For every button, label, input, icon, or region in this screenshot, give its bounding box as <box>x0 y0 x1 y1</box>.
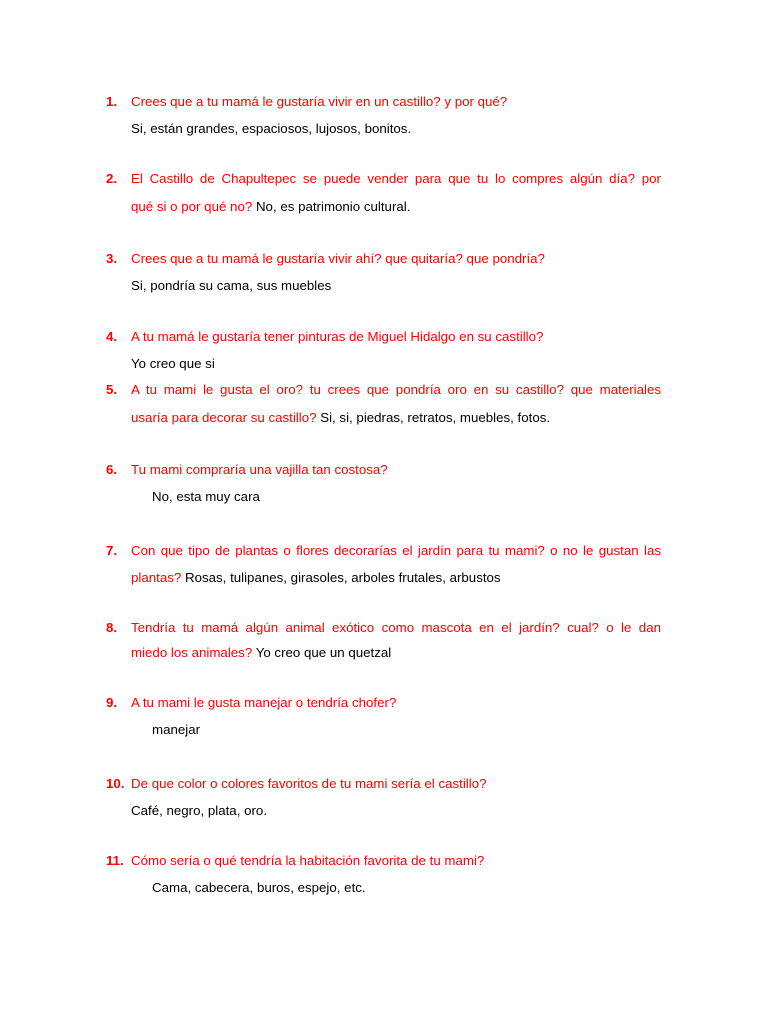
question-number: 6. <box>106 462 118 477</box>
question-number: 8. <box>106 620 118 635</box>
answer-text: Si, si, piedras, retratos, muebles, fotos. <box>320 410 551 425</box>
question-text-line2: plantas? <box>131 570 182 585</box>
question-text: A tu mamá le gustaría tener pinturas de Miguel Hidalgo en su castillo? <box>131 329 544 344</box>
question-answer-line <box>131 199 410 214</box>
answer-text: No, esta muy cara <box>152 489 260 504</box>
question-text-line2: usaría para decorar su castillo? <box>131 410 317 425</box>
answer-text: Si, pondría su cama, sus muebles <box>131 278 332 293</box>
question-text: Crees que a tu mamá le gustaría vivir en un castillo? y por qué? <box>131 94 508 109</box>
question-text: De que color o colores favoritos de tu mami sería el castillo? <box>131 776 487 791</box>
question-number: 10. <box>106 776 125 791</box>
answer-text: Yo creo que si <box>131 356 215 371</box>
question-answer-line <box>131 410 550 425</box>
question-text-line2: miedo los animales? <box>131 645 253 660</box>
question-number: 9. <box>106 695 118 710</box>
answer-text: Café, negro, plata, oro. <box>131 803 268 818</box>
question-answer-line <box>131 645 391 660</box>
question-text-line1: Con que tipo de plantas o flores decorarías el jardín para tu mami? o no le gustan las <box>131 543 661 558</box>
question-text-line1: El Castillo de Chapultepec se puede vender para que tu lo compres algún día? por <box>131 171 661 186</box>
question-number: 1. <box>106 94 118 109</box>
question-number: 3. <box>106 251 118 266</box>
answer-text: manejar <box>152 722 201 737</box>
question-text-line1: A tu mami le gusta el oro? tu crees que pondría oro en su castillo? que materiales <box>131 382 661 397</box>
question-number: 11. <box>106 853 124 868</box>
question-text: Tu mami compraría una vajilla tan costosa? <box>131 462 388 477</box>
answer-text: No, es patrimonio cultural. <box>255 199 411 214</box>
question-answer-line <box>131 570 501 585</box>
question-number: 4. <box>106 329 118 344</box>
question-number: 7. <box>106 543 118 558</box>
question-number: 5. <box>106 382 118 397</box>
answer-text: Si, están grandes, espaciosos, lujosos, bonitos. <box>131 121 412 136</box>
answer-text: Rosas, tulipanes, girasoles, arboles frutales, arbustos <box>184 570 501 585</box>
question-text: Cómo sería o qué tendría la habitación favorita de tu mami? <box>131 853 485 868</box>
question-number: 2. <box>106 171 118 186</box>
answer-text: Cama, cabecera, buros, espejo, etc. <box>152 880 366 895</box>
question-text: Crees que a tu mamá le gustaría vivir ahí? que quitaría? que pondría? <box>131 251 545 266</box>
question-text-line2: qué si o por qué no? <box>131 199 253 214</box>
answer-text: Yo creo que un quetzal <box>255 645 392 660</box>
question-text: A tu mami le gusta manejar o tendría chofer? <box>131 695 397 710</box>
question-text-line1: Tendría tu mamá algún animal exótico como mascota en el jardín? cual? o le dan <box>131 620 661 635</box>
